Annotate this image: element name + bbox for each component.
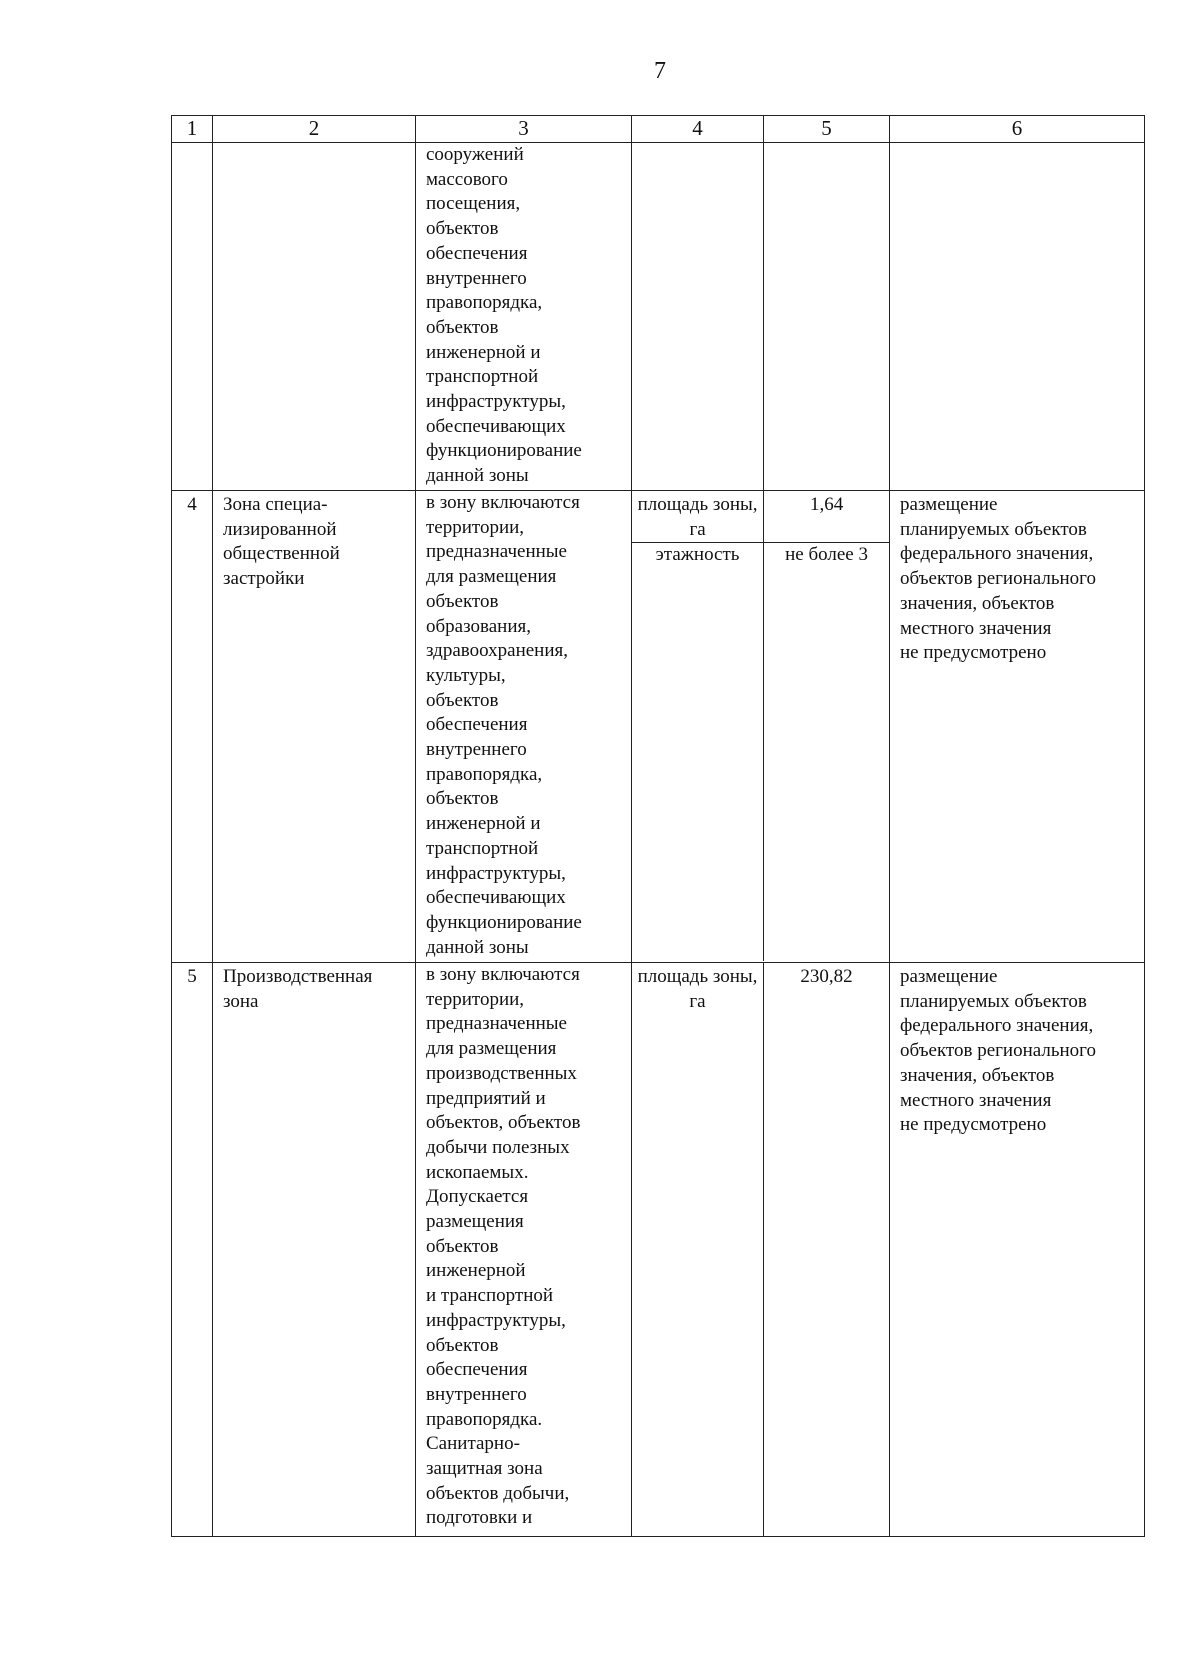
- text-line: объектов: [426, 1334, 499, 1356]
- text-line: в зону включаются: [426, 492, 580, 513]
- text-line: ископаемых.: [426, 1161, 529, 1183]
- param-value: не более 3: [764, 543, 889, 962]
- text-line: транспортной: [426, 366, 539, 388]
- param-name-line: зоны, га: [689, 966, 758, 1012]
- text-line: функционирование: [426, 440, 582, 462]
- param-value: 1,64: [809, 494, 844, 515]
- text-line: сооружений: [426, 144, 524, 165]
- text-line: Производственная: [223, 966, 373, 987]
- text-line: зона: [223, 990, 259, 1012]
- text-line: не предусмотрено: [900, 642, 1047, 664]
- cell-param-name: [632, 143, 764, 491]
- text-line: образования,: [426, 615, 531, 637]
- text-line: объектов: [426, 788, 499, 810]
- text-line: и транспортной: [426, 1285, 554, 1307]
- text-line: планируемых объектов: [900, 518, 1087, 540]
- cell-zone: [213, 491, 416, 963]
- text-line: здравоохранения,: [426, 640, 568, 662]
- cell-note: [890, 963, 1145, 1537]
- text-line: размещение: [900, 966, 998, 987]
- text-line: местного значения: [900, 617, 1052, 639]
- text-line: предприятий и: [426, 1087, 546, 1109]
- text-line: федерального значения,: [900, 543, 1094, 565]
- text-line: предназначенные: [426, 541, 567, 563]
- cell-num: 5: [172, 963, 213, 1537]
- text-line: объектов: [426, 689, 499, 711]
- param-name-line: этажность: [655, 544, 740, 566]
- page-number: 7: [654, 58, 666, 84]
- text-line: инженерной и: [426, 341, 541, 363]
- text-line: планируемых объектов: [900, 990, 1087, 1012]
- column-header: 4: [632, 116, 764, 143]
- text-line: внутреннего: [426, 739, 527, 761]
- text-line: инфраструктуры,: [426, 862, 566, 884]
- text-line: данной зоны: [426, 465, 529, 487]
- text-line: для размещения: [426, 566, 557, 588]
- text-line: размещение: [900, 494, 998, 515]
- text-line: территории,: [426, 988, 525, 1010]
- cell-num: [172, 143, 213, 491]
- text-line: значения, объектов: [900, 1064, 1055, 1086]
- table-row: [172, 963, 1145, 1537]
- text-line: обеспечивающих: [426, 415, 566, 437]
- text-line: транспортной: [426, 837, 539, 859]
- text-line: федерального значения,: [900, 1015, 1094, 1037]
- text-line: внутреннего: [426, 1383, 527, 1405]
- cell-note: [890, 491, 1145, 963]
- cell-num: 4: [172, 491, 213, 963]
- param-name: [632, 491, 764, 543]
- table-row: [172, 491, 1145, 963]
- text-line: объектов добычи,: [426, 1482, 570, 1504]
- text-line: обеспечения: [426, 714, 528, 736]
- text-line: обеспечения: [426, 242, 528, 264]
- column-header: 3: [416, 116, 632, 143]
- param-value: 230,82: [764, 963, 890, 1537]
- text-line: культуры,: [426, 664, 506, 686]
- text-line: предназначенные: [426, 1013, 567, 1035]
- text-line: не предусмотрено: [900, 1114, 1047, 1136]
- text-line: инфраструктуры,: [426, 391, 566, 413]
- cell-params: [632, 491, 890, 963]
- table-row-continuation: [172, 143, 1145, 491]
- text-line: данной зоны: [426, 936, 529, 958]
- text-line: внутреннего: [426, 267, 527, 289]
- text-line: застройки: [223, 568, 305, 590]
- text-line: в зону включаются: [426, 964, 580, 985]
- text-line: для размещения: [426, 1038, 557, 1060]
- param-name: [632, 963, 764, 1537]
- column-header: 2: [213, 116, 416, 143]
- text-line: правопорядка,: [426, 292, 543, 314]
- text-line: объектов регионального: [900, 1040, 1097, 1062]
- text-line: объектов: [426, 590, 499, 612]
- text-line: объектов: [426, 1235, 499, 1257]
- cell-description: [416, 963, 632, 1537]
- cell-zone: [213, 143, 416, 491]
- param-name-line: площадь: [637, 494, 709, 515]
- text-line: инженерной: [426, 1260, 526, 1282]
- text-line: добычи полезных: [426, 1136, 570, 1158]
- text-line: посещения,: [426, 193, 521, 215]
- param-name: [632, 543, 764, 962]
- cell-description: [416, 491, 632, 963]
- param-row: [632, 543, 889, 962]
- text-line: объектов: [426, 218, 499, 240]
- text-line: объектов, объектов: [426, 1112, 581, 1134]
- zones-table: [171, 115, 1145, 1537]
- text-line: функционирование: [426, 911, 582, 933]
- text-line: обеспечения: [426, 1359, 528, 1381]
- param-row: [632, 491, 889, 543]
- text-line: производственных: [426, 1062, 577, 1084]
- text-line: Допускается: [426, 1186, 529, 1208]
- text-line: значения, объектов: [900, 592, 1055, 614]
- text-line: территории,: [426, 516, 525, 538]
- text-line: общественной: [223, 543, 340, 565]
- column-header: 6: [890, 116, 1145, 143]
- column-header: 5: [764, 116, 890, 143]
- cell-description: [416, 143, 632, 491]
- table-header-row: [172, 116, 1145, 143]
- text-line: правопорядка,: [426, 763, 543, 785]
- text-line: Зона специа-: [223, 494, 328, 515]
- param-name-line: зоны, га: [689, 494, 758, 540]
- text-line: защитная зона: [426, 1458, 543, 1480]
- text-line: объектов регионального: [900, 568, 1097, 590]
- text-line: инженерной и: [426, 813, 541, 835]
- text-line: Санитарно-: [426, 1433, 520, 1455]
- text-line: подготовки и: [426, 1507, 533, 1529]
- text-line: обеспечивающих: [426, 887, 566, 909]
- text-line: массового: [426, 168, 508, 190]
- text-line: местного значения: [900, 1089, 1052, 1111]
- cell-note: [890, 143, 1145, 491]
- column-header: 1: [172, 116, 213, 143]
- cell-param-value: [764, 143, 890, 491]
- param-name-line: площадь: [637, 966, 709, 987]
- params-table: [632, 491, 889, 961]
- text-line: размещения: [426, 1211, 524, 1233]
- text-line: правопорядка.: [426, 1408, 543, 1430]
- text-line: объектов: [426, 316, 499, 338]
- text-line: лизированной: [223, 518, 337, 540]
- cell-zone: [213, 963, 416, 1537]
- text-line: инфраструктуры,: [426, 1309, 566, 1331]
